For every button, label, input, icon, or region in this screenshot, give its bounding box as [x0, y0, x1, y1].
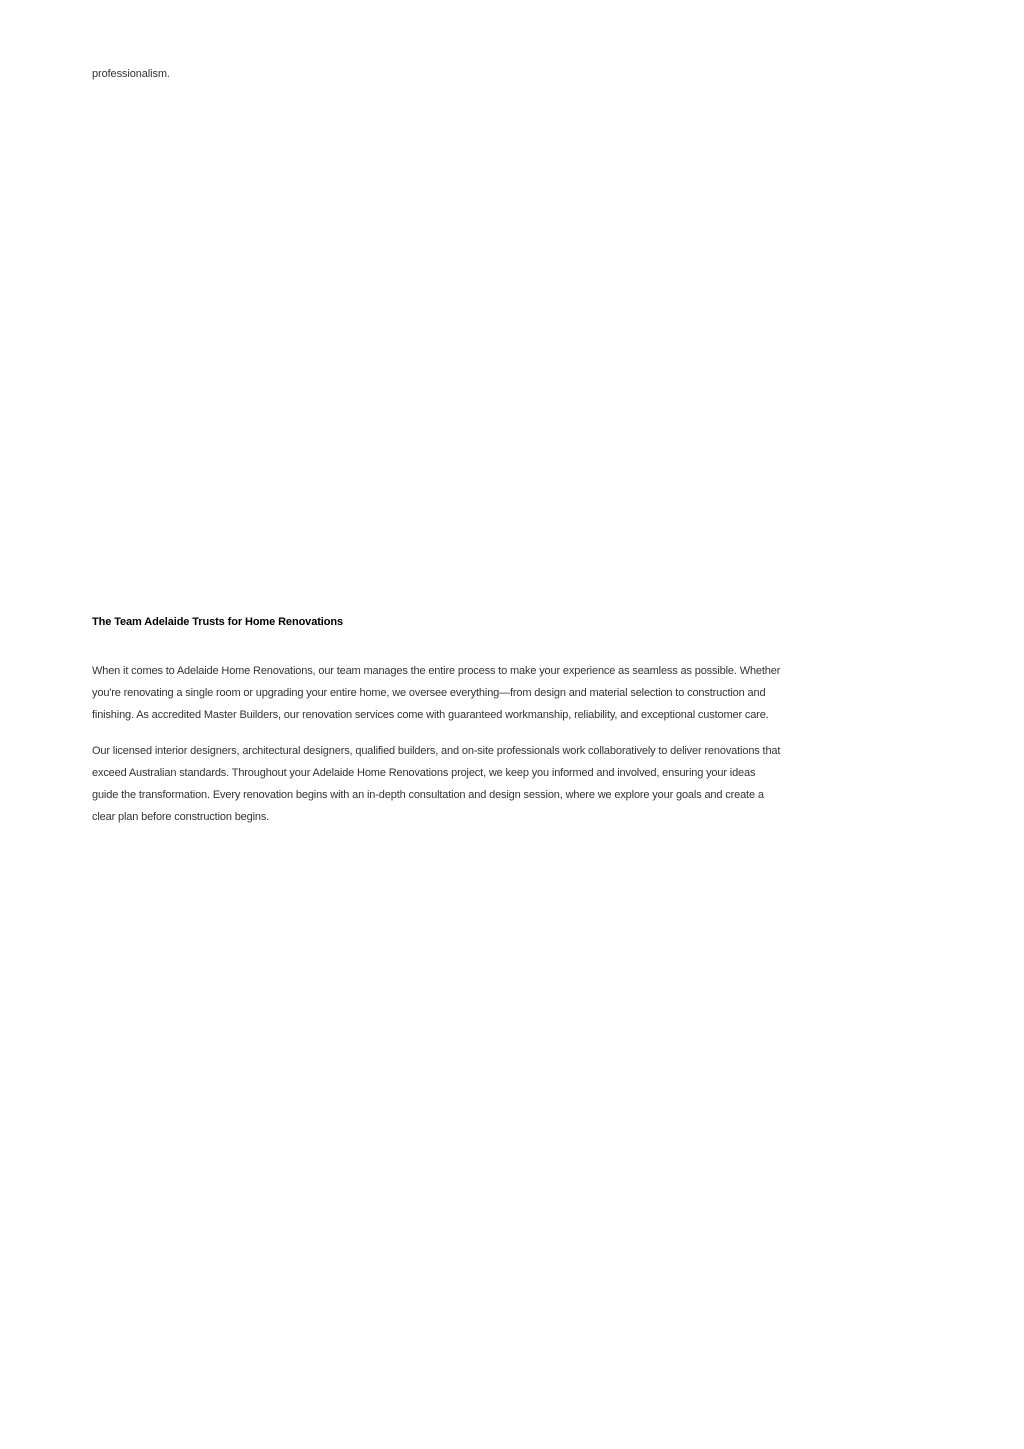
section-heading: The Team Adelaide Trusts for Home Renovations	[92, 616, 343, 628]
section-body	[92, 660, 782, 828]
body-paragraph-2: Our licensed interior designers, architectural designers, qualified builders, and on-site professionals work collaboratively to deliver renovations that exceed Australian standards. Throughout your Adelaide Home Renovations project, we keep you informed and involved, ensuring your ideas guide the transformation. Every renovation begins with an in-depth consultation and design session, where we explore your goals and create a clear plan before construction begins.	[92, 745, 781, 823]
content-section	[92, 614, 782, 842]
body-paragraph-1: When it comes to Adelaide Home Renovations, our team manages the entire process to make your experience as seamless as possible. Whether you're renovating a single room or upgrading your entire home, we oversee everything—from design and material selection to construction and finishing. As accredited Master Builders, our renovation services come with guaranteed workmanship, reliability, and exceptional customer care.	[92, 665, 781, 721]
carryover-text: professionalism.	[92, 68, 170, 80]
